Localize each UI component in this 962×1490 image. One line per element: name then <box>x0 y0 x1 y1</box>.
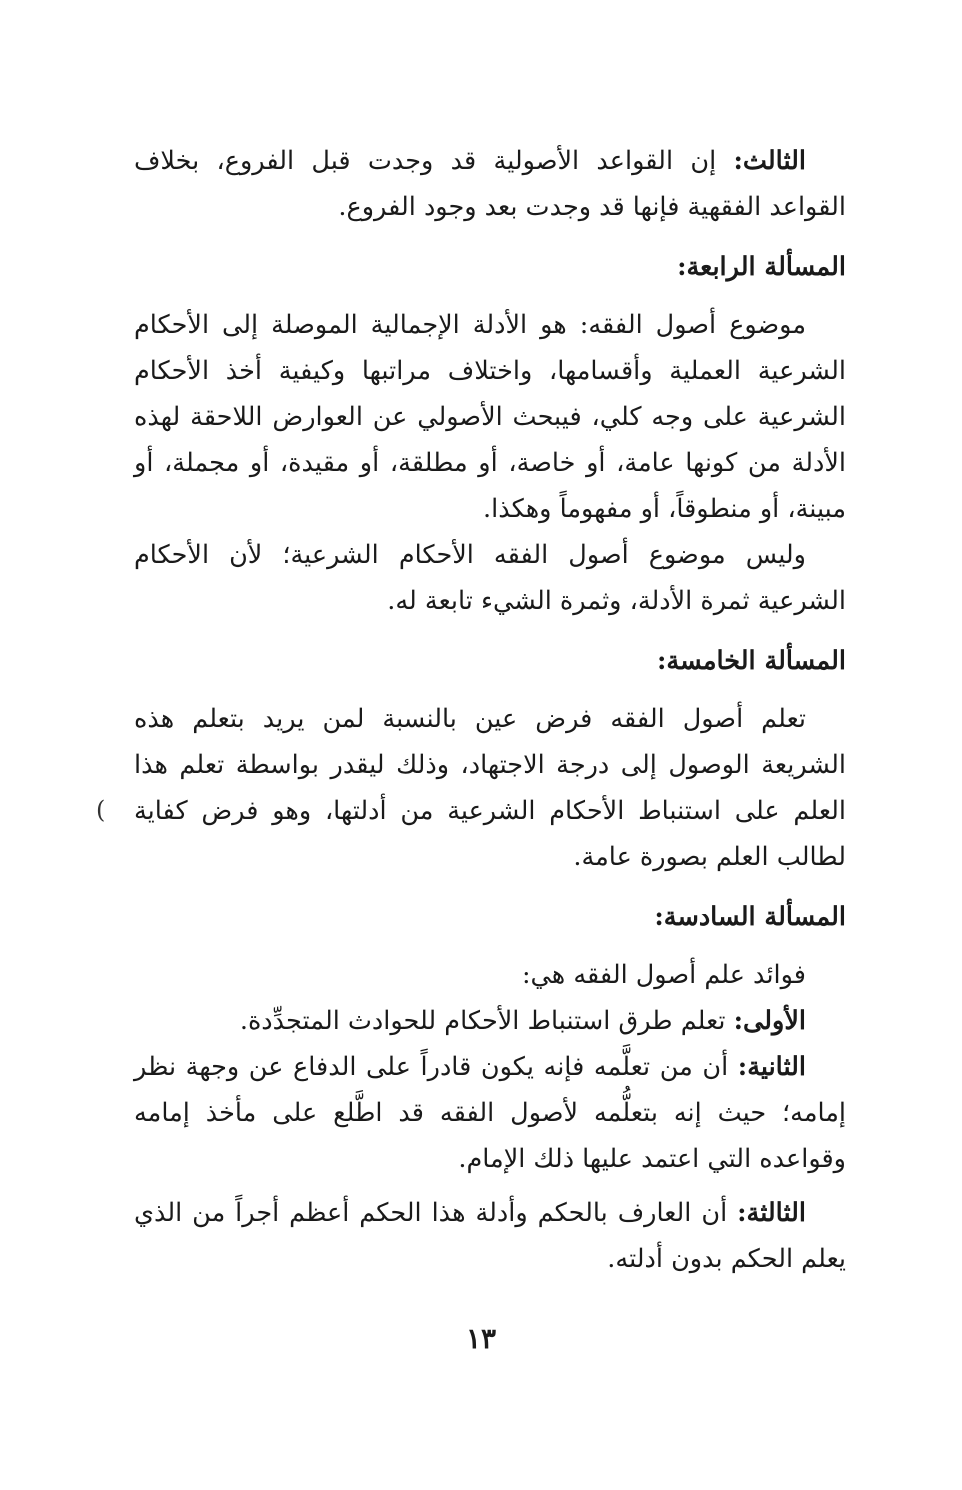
paragraph-third-point <box>134 138 846 230</box>
paragraph-second-benefit <box>134 1044 846 1182</box>
page-body <box>134 138 846 1282</box>
paragraph-subject: موضوع أصول الفقه: هو الأدلة الإجمالية الموصلة إلى الأحكام الشرعية العملية وأقسامها، واختلاف مراتبها وكيفية أخذ الأحكام الشرعية على وجه كلي، فيبحث الأصولي عن العوارض اللاحقة لهذه الأدلة من كونها عامة، أو خاصة، أو مطلقة، أو مقيدة، أو مجملة، أو مبينة، أو منطوقاً، أو مفهوماً وهكذا. <box>134 310 846 524</box>
paragraph-gap <box>134 1182 846 1190</box>
paragraph-lead: الأولى: <box>733 1006 806 1036</box>
paragraph-obligation: تعلم أصول الفقه فرض عين بالنسبة لمن يريد بتعلم هذه الشريعة الوصول إلى درجة الاجتهاد، وذلك ليقدر بواسطة تعلم هذا العلم على استنباط الأحكام الشرعية من أدلتها، وهو فرض كفاية لطالب العلم بصورة عامة. <box>134 704 846 872</box>
paragraph-text: إن القواعد الأصولية قد وجدت قبل الفروع، بخلاف القواعد الفقهية فإنها قد وجدت بعد وجود الفروع. <box>134 146 846 222</box>
paragraph-text: أن من تعلَّمه فإنه يكون قادراً على الدفاع عن وجهة نظر إمامه؛ حيث إنه بتعلُّمه لأصول الفقه قد اطَّلع على مأخذ إمامه وقواعده التي اعتمد عليها ذلك الإمام. <box>134 1052 846 1174</box>
paragraph-text: تعلم طرق استنباط الأحكام للحوادث المتجدِّدة. <box>239 1006 734 1036</box>
paragraph-third-benefit <box>134 1190 846 1282</box>
paragraph-lead: الثالثة: <box>737 1198 806 1228</box>
paragraph-benefits-intro: فوائد علم أصول الفقه هي: <box>521 960 806 990</box>
paragraph-lead: الثالث: <box>733 146 806 176</box>
heading-fourth-issue: المسألة الرابعة: <box>677 252 846 282</box>
paragraph-first-benefit <box>134 998 846 1044</box>
margin-bracket-mark: ) <box>96 796 106 824</box>
heading-fifth-issue: المسألة الخامسة: <box>656 646 846 676</box>
page-number: ١٣ <box>465 1322 497 1355</box>
paragraph-text: أن العارف بالحكم وأدلة هذا الحكم أعظم أجراً من الذي يعلم الحكم بدون أدلته. <box>134 1198 846 1274</box>
paragraph-not-subject: وليس موضوع أصول الفقه الأحكام الشرعية؛ لأن الأحكام الشرعية ثمرة الأدلة، وثمرة الشيء تابعة له. <box>134 540 846 616</box>
heading-sixth-issue: المسألة السادسة: <box>654 902 846 932</box>
paragraph-lead: الثانية: <box>737 1052 806 1082</box>
